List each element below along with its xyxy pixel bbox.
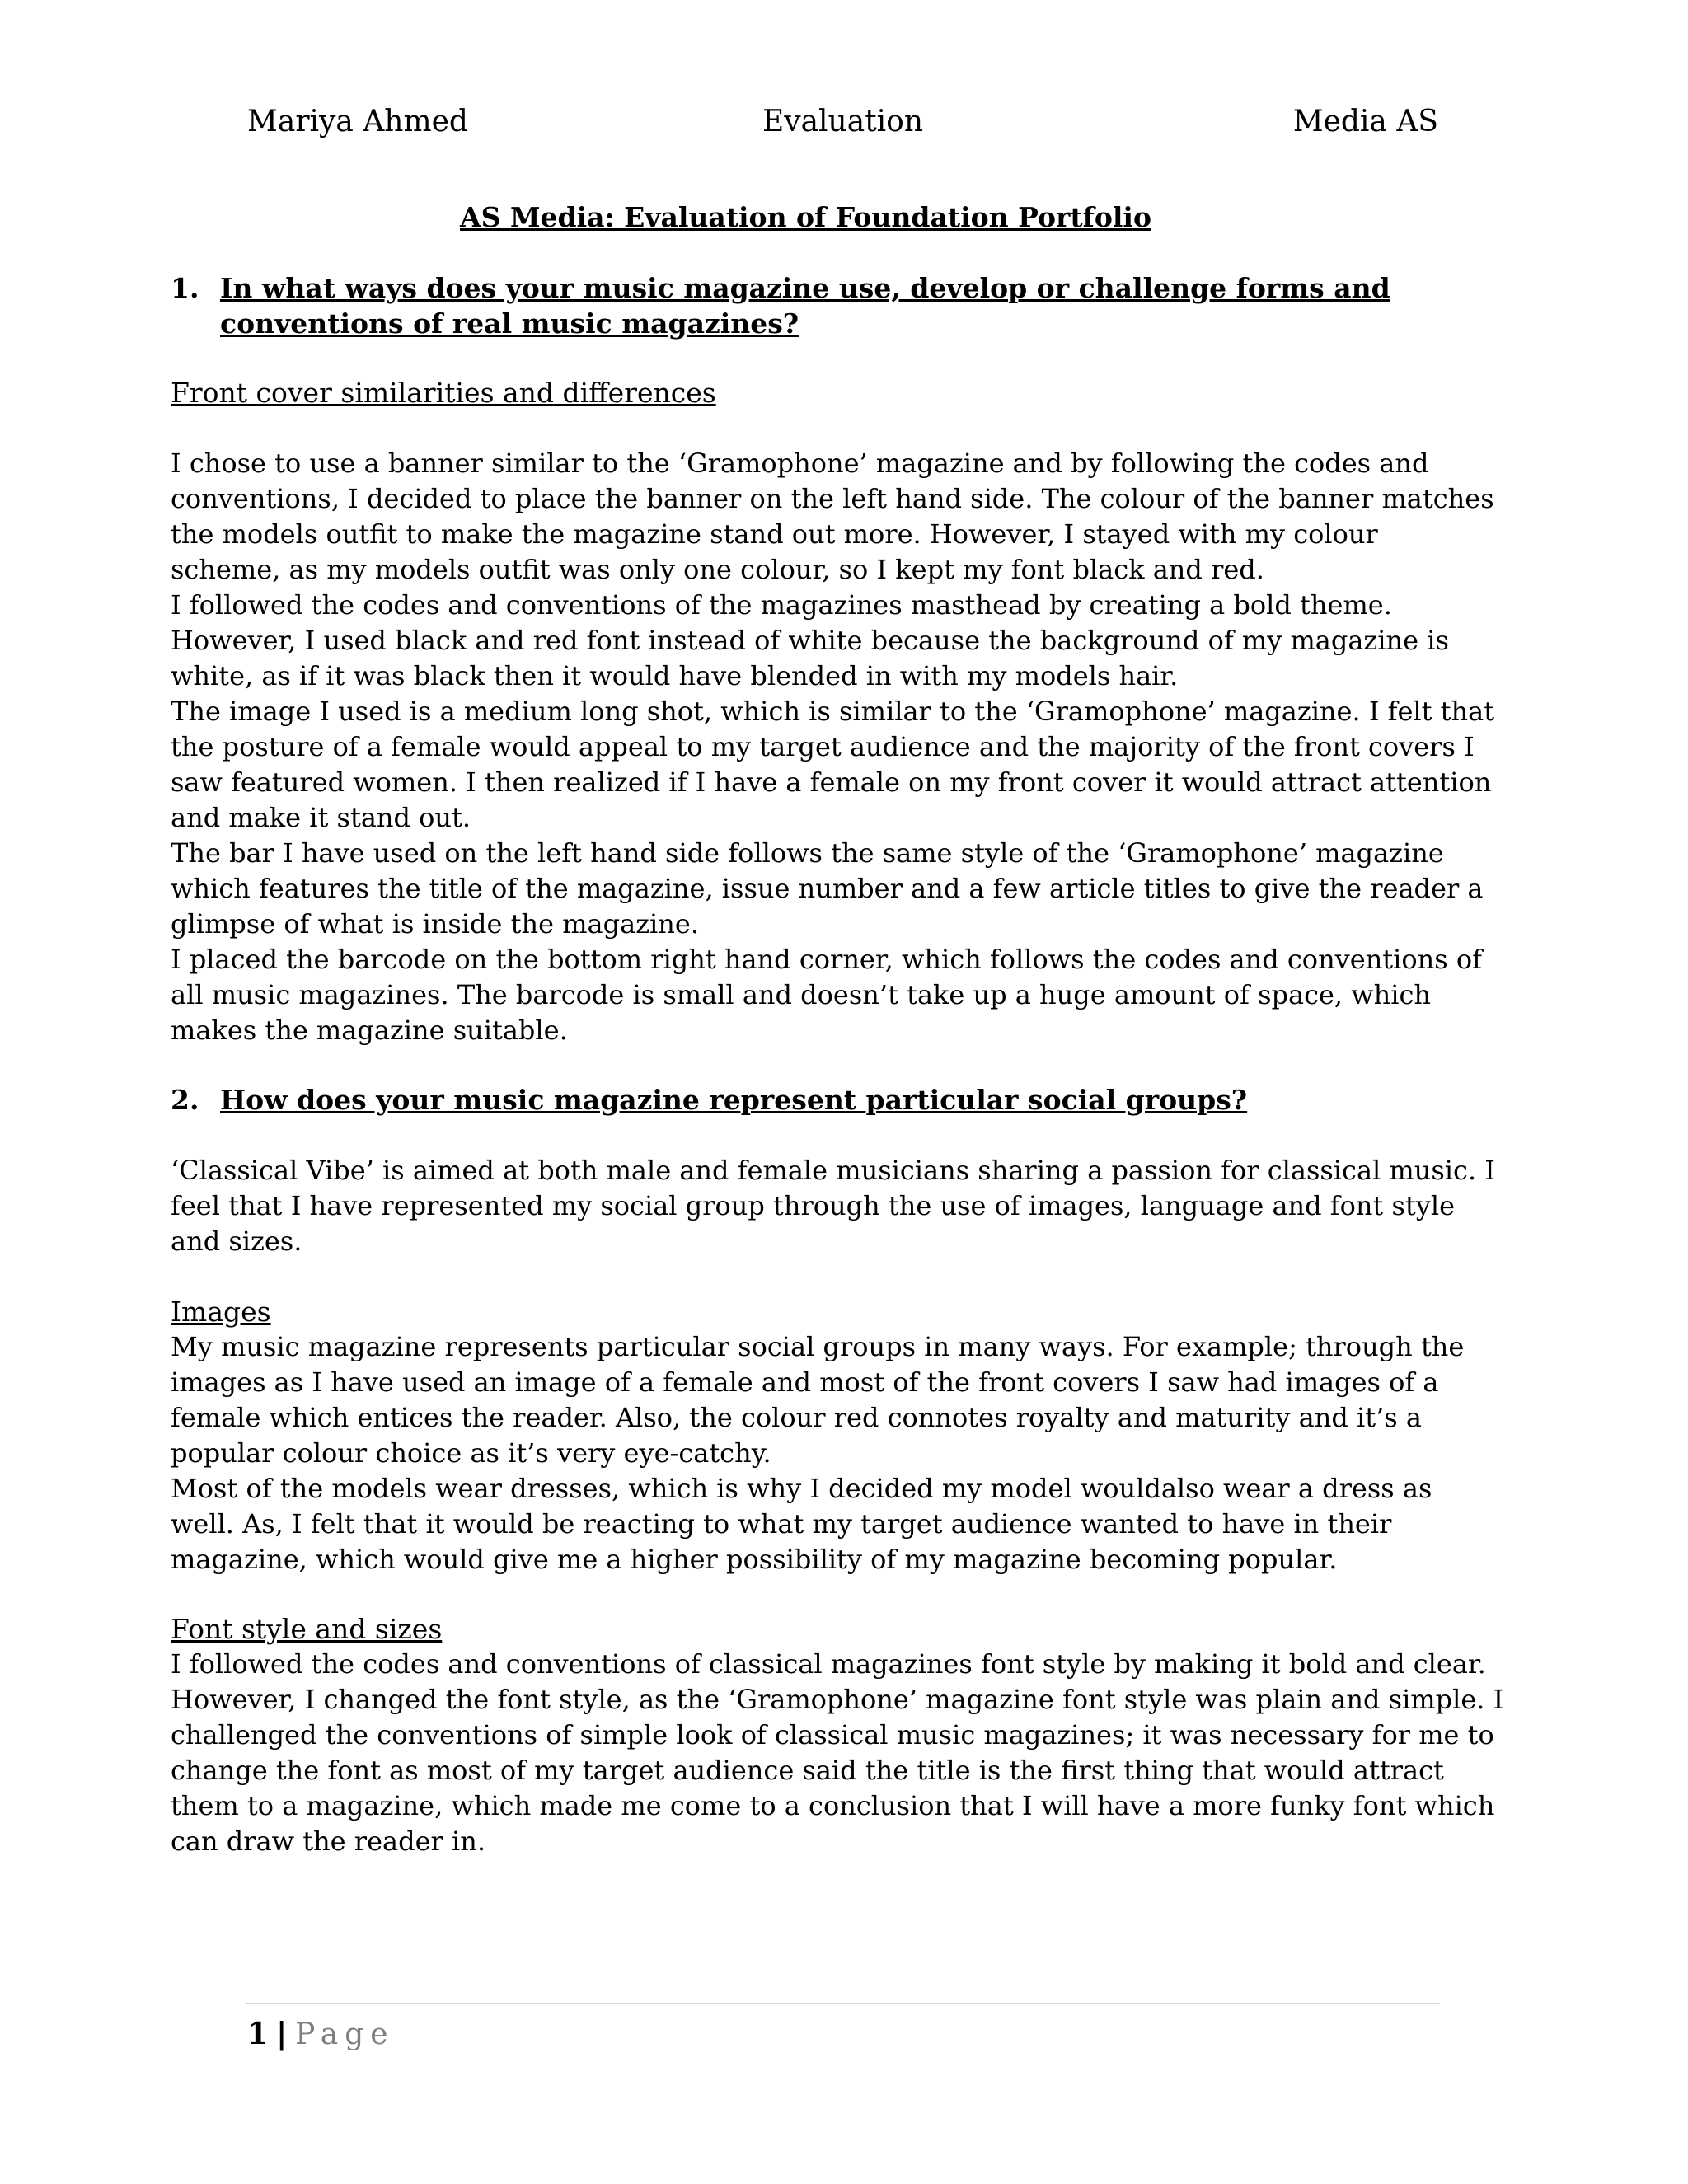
body-line: conventions, I decided to place the banner on the left hand side. The colour of the banner matches bbox=[171, 483, 1494, 514]
body-line: images as I have used an image of a female and most of the front covers I saw had images of a bbox=[171, 1366, 1439, 1398]
question-2-text bbox=[220, 1082, 1489, 1118]
body-line: can draw the reader in. bbox=[171, 1825, 485, 1857]
body-line: and sizes. bbox=[171, 1226, 302, 1257]
body-line: the models outfit to make the magazine stand out more. However, I stayed with my colour bbox=[171, 518, 1378, 550]
body-line: However, I changed the font style, as the ‘Gramophone’ magazine font style was plain and simple. I bbox=[171, 1684, 1504, 1715]
page-number: 1 bbox=[247, 2017, 269, 2051]
question-1 bbox=[171, 270, 1489, 341]
body-line: My music magazine represents particular social groups in many ways. For example; through the bbox=[171, 1331, 1465, 1362]
question-1-line: In what ways does your music magazine use, develop or challenge forms and bbox=[220, 272, 1390, 304]
page-word: Page bbox=[295, 2018, 395, 2051]
footer-separator: | bbox=[276, 2017, 288, 2051]
body-line: I followed the codes and conventions of the magazines masthead by creating a bold theme. bbox=[171, 589, 1392, 621]
header-center-title: Evaluation bbox=[762, 105, 924, 138]
header-subject: Media AS bbox=[1292, 105, 1438, 138]
body-line: ‘Classical Vibe’ is aimed at both male and female musicians sharing a passion for classical music. I bbox=[171, 1155, 1495, 1186]
body-line: However, I used black and red font instead of white because the background of my magazine is bbox=[171, 625, 1449, 656]
images-heading: Images bbox=[171, 1296, 271, 1328]
document-title: AS Media: Evaluation of Foundation Portfolio bbox=[460, 201, 1151, 233]
body-line: and make it stand out. bbox=[171, 802, 471, 833]
section-1-heading: Front cover similarities and differences bbox=[171, 377, 716, 409]
body-line: Most of the models wear dresses, which is why I decided my model wouldalso wear a dress as bbox=[171, 1473, 1432, 1504]
body-line: well. As, I felt that it would be reacting to what my target audience wanted to have in their bbox=[171, 1508, 1392, 1540]
body-line: saw featured women. I then realized if I have a female on my front cover it would attract attention bbox=[171, 766, 1492, 798]
body-line: white, as if it was black then it would have blended in with my models hair. bbox=[171, 660, 1179, 691]
body-line: I chose to use a banner similar to the ‘Gramophone’ magazine and by following the codes and bbox=[171, 448, 1429, 479]
page-header bbox=[247, 99, 1438, 145]
font-body bbox=[171, 1647, 1504, 1859]
body-line: The image I used is a medium long shot, which is similar to the ‘Gramophone’ magazine. I felt that bbox=[171, 696, 1495, 727]
question-2 bbox=[171, 1082, 1489, 1118]
body-line: feel that I have represented my social group through the use of images, language and font style bbox=[171, 1190, 1456, 1221]
body-line: challenged the conventions of simple look of classical music magazines; it was necessary for me to bbox=[171, 1719, 1494, 1750]
body-line: which features the title of the magazine, issue number and a few article titles to give the reader a bbox=[171, 873, 1484, 904]
body-line: female which entices the reader. Also, the colour red connotes royalty and maturity and it’s a bbox=[171, 1402, 1422, 1433]
question-1-number: 1. bbox=[171, 272, 199, 304]
images-body bbox=[171, 1329, 1465, 1577]
footer-divider bbox=[245, 2003, 1440, 2004]
body-line: The bar I have used on the left hand side follows the same style of the ‘Gramophone’ magazine bbox=[171, 837, 1444, 869]
body-line: them to a magazine, which made me come to a conclusion that I will have a more funky font which bbox=[171, 1790, 1495, 1821]
question-2-line: How does your music magazine represent particular social groups? bbox=[220, 1084, 1248, 1116]
question-1-text bbox=[220, 270, 1489, 341]
section-1-body bbox=[171, 446, 1495, 1048]
body-line: scheme, as my models outfit was only one colour, so I kept my font black and red. bbox=[171, 554, 1264, 585]
question-2-number: 2. bbox=[171, 1084, 199, 1116]
page-footer bbox=[247, 2011, 395, 2058]
body-line: change the font as most of my target audience said the title is the first thing that would attract bbox=[171, 1755, 1444, 1786]
section-2-intro bbox=[171, 1153, 1495, 1259]
header-author: Mariya Ahmed bbox=[247, 105, 468, 138]
body-line: all music magazines. The barcode is small and doesn’t take up a huge amount of space, which bbox=[171, 979, 1432, 1010]
body-line: I placed the barcode on the bottom right hand corner, which follows the codes and conventions of bbox=[171, 944, 1482, 975]
question-1-line: conventions of real music magazines? bbox=[220, 307, 799, 340]
body-line: magazine, which would give me a higher possibility of my magazine becoming popular. bbox=[171, 1544, 1338, 1575]
body-line: the posture of a female would appeal to my target audience and the majority of the front covers I bbox=[171, 731, 1475, 762]
body-line: I followed the codes and conventions of classical magazines font style by making it bold and clear. bbox=[171, 1648, 1486, 1680]
body-line: popular colour choice as it’s very eye-catchy. bbox=[171, 1437, 771, 1469]
body-line: glimpse of what is inside the magazine. bbox=[171, 908, 699, 940]
body-line: makes the magazine suitable. bbox=[171, 1015, 568, 1046]
font-heading: Font style and sizes bbox=[171, 1613, 443, 1645]
